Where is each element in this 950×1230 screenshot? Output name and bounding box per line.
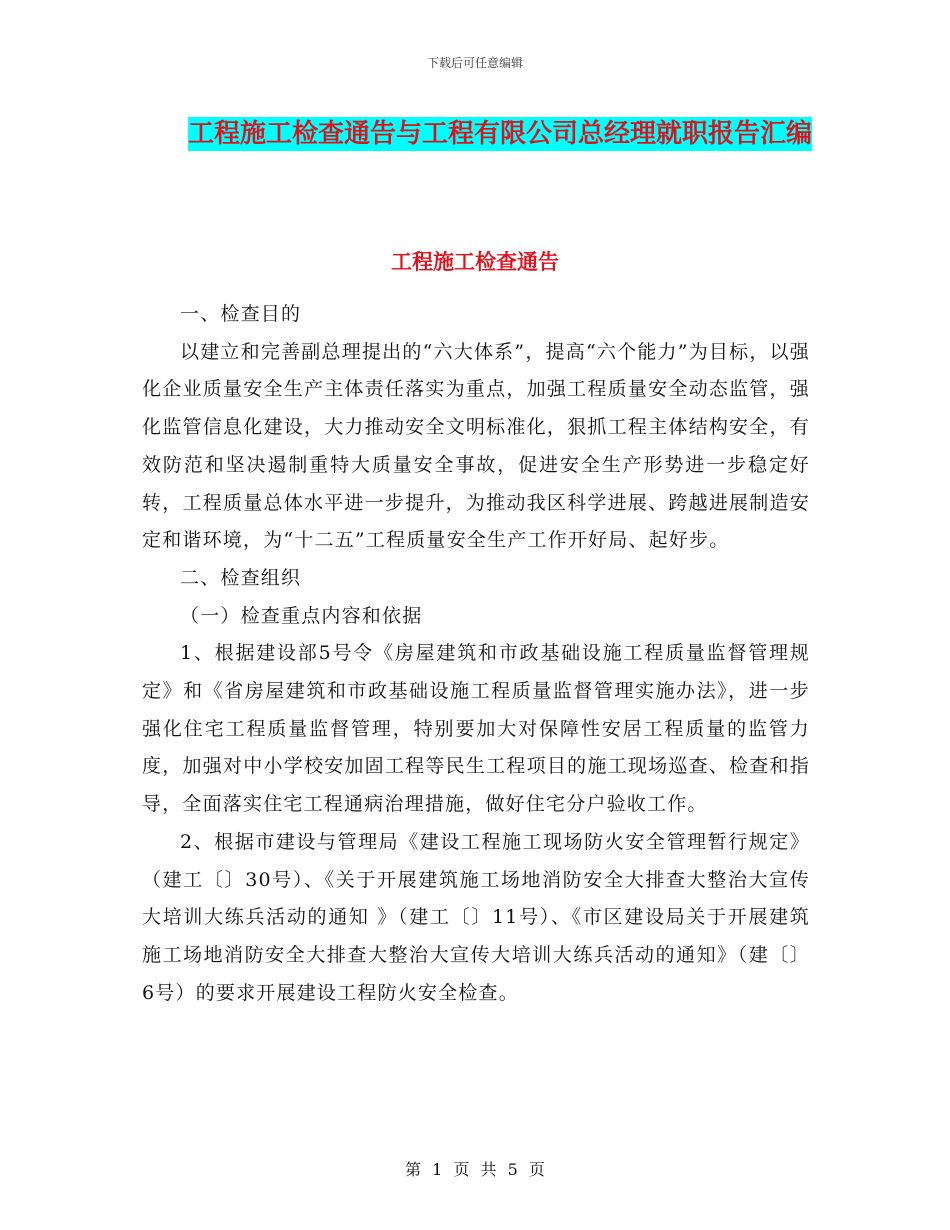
section-title: 工程施工检查通告 <box>391 250 559 274</box>
paragraph-item-1: 1、根据建设部5号令《房屋建筑和市政基础设施工程质量监督管理规定》和《省房屋建筑和市政基础设施工程质量监督管理实施办法》，进一步强化住宅工程质量监督管理，特别要加大对保障性安居工程质量的监管力度，加强对中小学校安加固工程等民生工程项目的施工现场巡查、检查和指导，全面落实住宅工程通病治理措施，做好住宅分户验收工作。 <box>142 642 810 816</box>
page-footer: 第 1 页 共 5 页 <box>405 1160 545 1179</box>
document-body <box>142 296 810 1012</box>
heading-organization: 二、检查组织 <box>180 566 302 589</box>
paragraph-purpose: 以建立和完善副总理提出的“六大体系”，提高“六个能力”为目标，以强化企业质量安全生产主体责任落实为重点，加强工程质量安全动态监管，强化监管信息化建设，大力推动安全文明标准化，狠抓工程主体结构安全，有效防范和坚决遏制重特大质量安全事故，促进安全生产形势进一步稳定好转，工程质量总体水平进一步提升，为推动我区科学进展、跨越进展制造安定和谐环境，为“十二五”工程质量安全生产工作开好局、起好步。 <box>142 340 810 552</box>
document-title-text: 工程施工检查通告与工程有限公司总经理就职报告汇编 <box>187 119 812 149</box>
document-title <box>180 112 820 156</box>
paragraph-item-2: 2、根据市建设与管理局《建设工程施工现场防火安全管理暂行规定》（建工〔〕30号）、《关于开展建筑施工场地消防安全大排查大整治大宣传大培训大练兵活动的通知 》（建工〔〕11号）、《市区建设局关于开展建筑施工场地消防安全大排查大整治大宣传大培训大练兵活动的通知》（建〔〕6号）的要求开展建设工程防火安全检查。 <box>142 830 810 1004</box>
header-note: 下载后可任意编辑 <box>426 56 523 70</box>
heading-purpose: 一、检查目的 <box>180 303 302 325</box>
subheading-key-content: （一）检查重点内容和依据 <box>180 604 423 627</box>
